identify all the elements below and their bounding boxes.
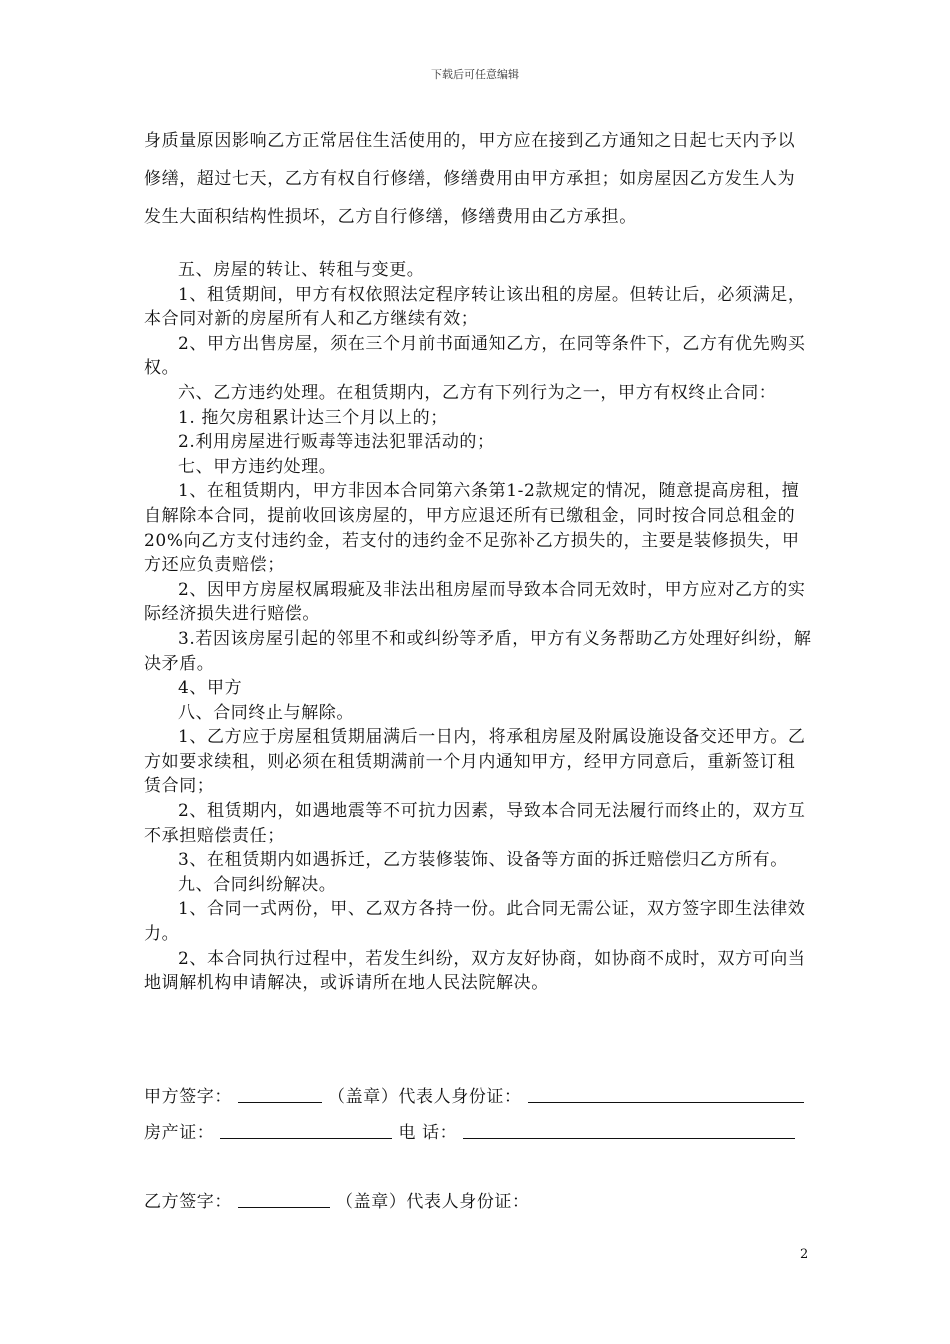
party-a-label: 甲方签字：	[144, 1087, 232, 1107]
clause-7-1: 1、在租赁期内，甲方非因本合同第六条第1-2款规定的情况，随意提高房租，擅自解除本合同，提前收回该房屋的，甲方应退还所有已缴租金，同时按合同总租金的20%向乙方支付违约金，若支付的违约金不足弥补乙方损失的，主要是装修损失，甲方还应负责赔偿；	[144, 481, 800, 576]
party-a-signature-line	[144, 1082, 804, 1107]
clause-8-3: 3、在租赁期内如遇拆迁，乙方装修装饰、设备等方面的拆迁赔偿归乙方所有。	[178, 850, 788, 871]
party-a-id-blank[interactable]	[528, 1088, 804, 1103]
page-header-note: 下载后可任意编辑	[431, 68, 519, 81]
seal-id-label: （盖章）代表人身份证：	[328, 1087, 522, 1107]
clause-9-2: 2、本合同执行过程中，若发生纠纷，双方友好协商，如协商不成时，双方可向当地调解机构申请解决，或诉请所在地人民法院解决。	[144, 948, 806, 994]
continued-paragraph: 身质量原因影响乙方正常居住生活使用的，甲方应在接到乙方通知之日起七天内予以修缮，超过七天，乙方有权自行修缮，修缮费用由甲方承担；如房屋因乙方发生人为发生大面积结构性损坏，乙方自行修缮，修缮费用由乙方承担。	[144, 131, 796, 227]
section-heading-5: 五、房屋的转让、转租与变更。	[178, 260, 425, 280]
clause-6-2: 2.利用房屋进行贩毒等违法犯罪活动的；	[178, 432, 495, 453]
section-heading-6: 六、乙方违约处理。在租赁期内，乙方有下列行为之一，甲方有权终止合同：	[178, 382, 777, 403]
phone-label: 电 话：	[398, 1123, 458, 1143]
section-heading-9: 九、合同纠纷解决。	[178, 874, 337, 895]
section-heading-8: 八、合同终止与解除。	[178, 702, 354, 723]
party-b-label: 乙方签字：	[144, 1192, 232, 1212]
contract-body	[144, 258, 812, 996]
party-b-signature-blank[interactable]	[238, 1193, 330, 1208]
property-cert-label: 房产证：	[144, 1123, 215, 1143]
property-cert-line	[144, 1118, 795, 1143]
phone-blank[interactable]	[463, 1124, 795, 1139]
clause-8-2: 2、租赁期内，如遇地震等不可抗力因素，导致本合同无法履行而终止的，双方互不承担赔偿责任；	[144, 801, 806, 846]
clause-6-1: 1. 拖欠房租累计达三个月以上的；	[178, 407, 448, 428]
property-cert-blank[interactable]	[220, 1124, 392, 1139]
clause-5-2: 2、甲方出售房屋，须在三个月前书面通知乙方，在同等条件下，乙方有优先购买权。	[144, 333, 806, 379]
clause-7-4: 4、甲方	[178, 678, 243, 699]
clause-7-3: 3.若因该房屋引起的邻里不和或纠纷等矛盾，甲方有义务帮助乙方处理好纠纷，解决矛盾。	[144, 628, 812, 674]
page-number: 2	[800, 1247, 809, 1262]
clause-8-1: 1、乙方应于房屋租赁期届满后一日内，将承租房屋及附属设施设备交还甲方。乙方如要求续租，则必须在租赁期满前一个月内通知甲方，经甲方同意后，重新签订租赁合同；	[144, 727, 806, 797]
seal-id-label-b: （盖章）代表人身份证：	[336, 1192, 530, 1212]
clause-5-1: 1、租赁期间，甲方有权依照法定程序转让该出租的房屋。但转让后，必须满足，本合同对新的房屋所有人和乙方继续有效；	[144, 284, 806, 330]
clause-9-1: 1、合同一式两份，甲、乙双方各持一份。此合同无需公证，双方签字即生法律效力。	[144, 899, 806, 945]
party-a-signature-blank[interactable]	[238, 1088, 322, 1103]
party-b-signature-line	[144, 1187, 530, 1212]
clause-7-2: 2、因甲方房屋权属瑕疵及非法出租房屋而导致本合同无效时，甲方应对乙方的实际经济损失进行赔偿。	[144, 579, 806, 625]
section-heading-7: 七、甲方违约处理。	[178, 456, 337, 477]
